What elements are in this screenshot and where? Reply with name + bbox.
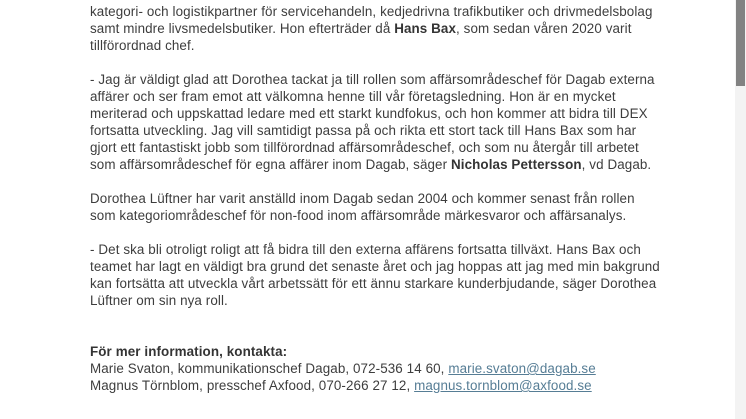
scrollbar-track[interactable] (735, 0, 746, 419)
scrollbar-thumb[interactable] (736, 0, 745, 86)
text-run: - Det ska bli otroligt roligt att få bidra till den externa affärens fortsatta tillväxt. Hans Bax och teamet har lagt en väldigt bra grund det senaste året och jag hoppas att jag med min bakgrund kan fortsätta att utveckla vårt arbetssätt för ett ännu starkare kunderbjudande, säger Dorothea Lüftner om sin nya roll. (90, 242, 660, 308)
contact-text: Marie Svaton, kommunikationschef Dagab, 072-536 14 60, (90, 361, 449, 376)
contact-line-magnus (90, 377, 660, 394)
contact-line-marie (90, 360, 660, 377)
contact-heading: För mer information, kontakta: (90, 344, 288, 359)
contact-section (90, 343, 660, 394)
email-link-magnus-tornblom[interactable]: magnus.tornblom@axfood.se (414, 378, 592, 393)
paragraph-quote-ceo (90, 71, 660, 173)
text-run: Dorothea Lüftner har varit anställd inom Dagab sedan 2004 och kommer senast från rollen som kategoriområdeschef för non-food inom affärsområde märkesvaror och affärsanalys. (90, 191, 635, 223)
person-name-hans-bax: Hans Bax (394, 21, 457, 36)
text-run: , vd Dagab. (581, 157, 652, 172)
text-run: - Jag är väldigt glad att Dorothea tackat ja till rollen som affärsområdeschef för Dagab externa affärer och ser fram emot att välkomna henne till vår företagsledning. Hon är en mycket meriterad och uppskattad ledare med ett starkt kundfokus, och hon kommer att bidra till DEX fortsatta utveckling. Jag vill samtidigt passa på och rikta ett stort tack till Hans Bax som har gjort ett fantastiskt jobb som tillförordnad affärsområdeschef, och som nu återgår till arbetet som affärsområdeschef för egna affärer inom Dagab, säger (90, 72, 655, 172)
email-link-marie-svaton[interactable]: marie.svaton@dagab.se (448, 361, 596, 376)
paragraph-quote-dorothea (90, 241, 660, 309)
contact-text: Magnus Törnblom, presschef Axfood, 070-266 27 12, (90, 378, 415, 393)
press-release-body (90, 3, 660, 394)
person-name-nicholas-pettersson: Nicholas Pettersson (451, 157, 582, 172)
text-run: , som sedan våren 2020 varit tillförordnad chef. (90, 21, 632, 53)
paragraph-intro (90, 3, 660, 54)
paragraph-background (90, 190, 660, 224)
text-run: kategori- och logistikpartner för servicehandeln, kedjedrivna trafikbutiker och drivmedelsbolag samt mindre livsmedelsbutiker. Hon efterträder då (90, 4, 653, 36)
